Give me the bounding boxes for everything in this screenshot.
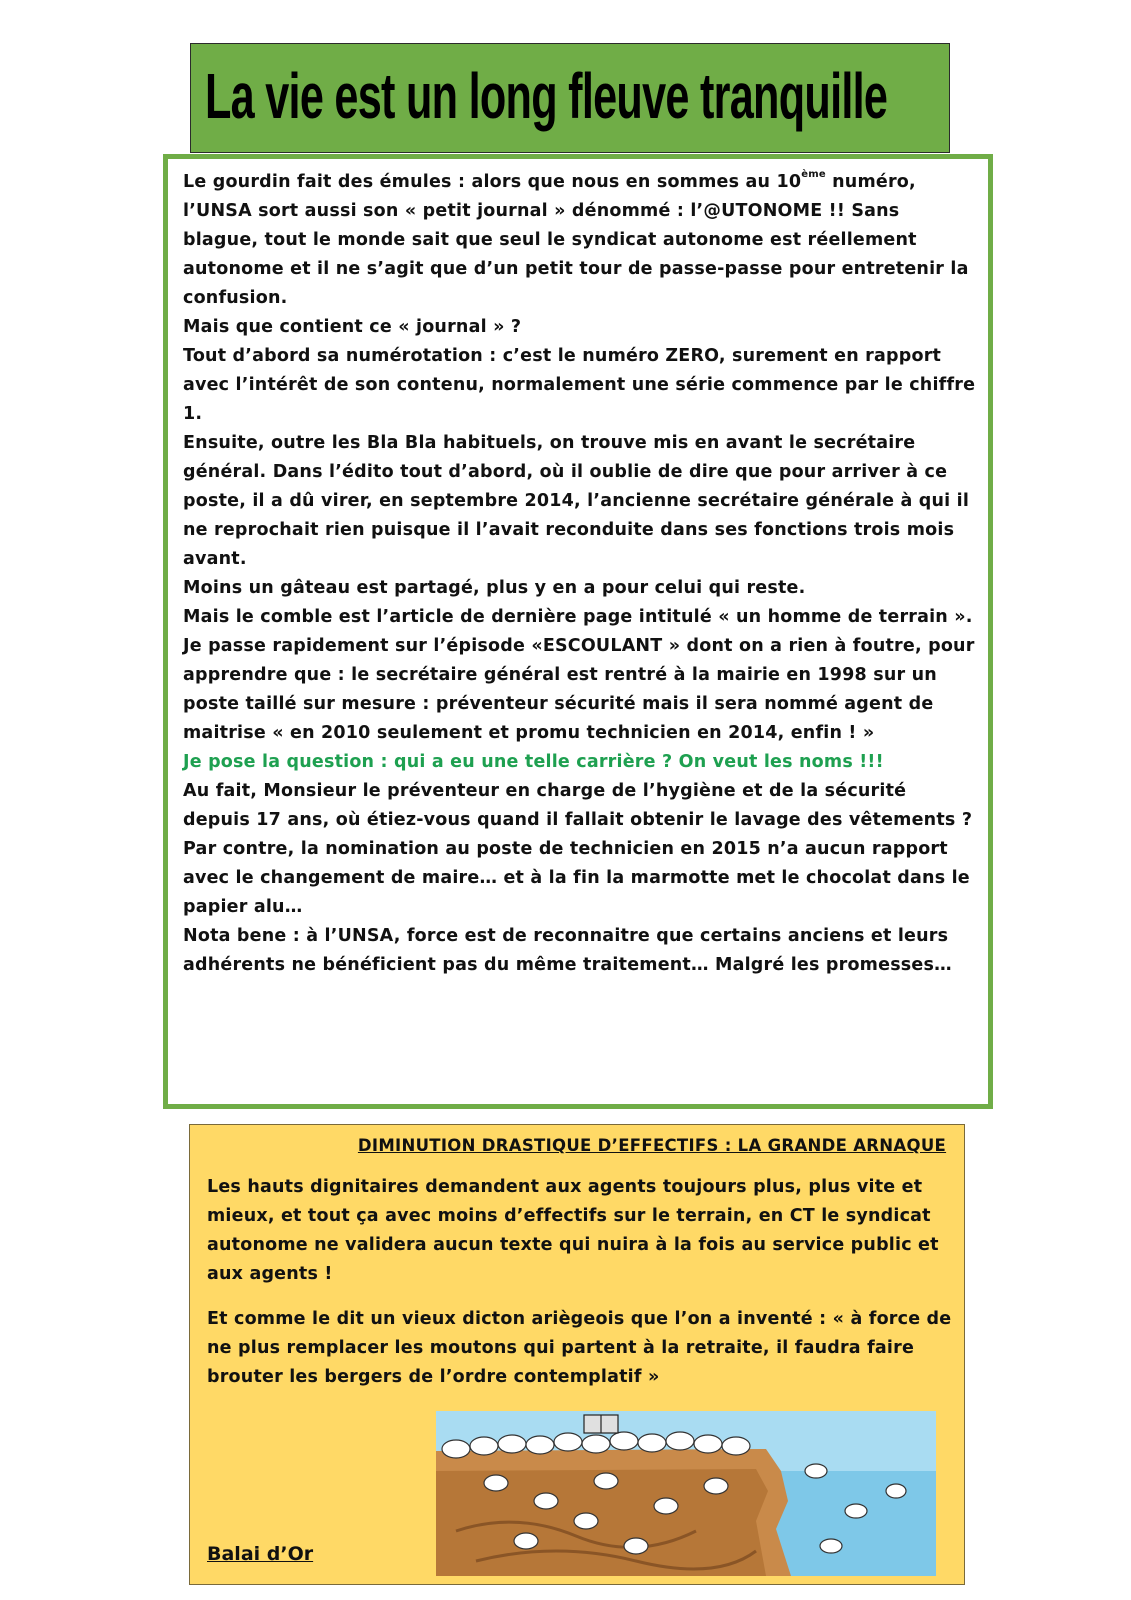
superscript-ordinal: ème: [801, 169, 826, 180]
article-paragraph-7: Je passe rapidement sur l’épisode «ESCOULANT » dont on a rien à foutre, pour apprendre que : le secrétaire général est rentré à la mairie en 1998 sur un poste taillé sur mesure : préventeur sécurité mais il sera nommé agent de maitrise « en 2010 seulement et promu technicien en 2014, enfin ! »: [183, 636, 975, 743]
article-box: [163, 154, 993, 1109]
article-paragraph-9: Au fait, Monsieur le préventeur en charge de l’hygiène et de la sécurité depuis 17 ans, où étiez-vous quand il fallait obtenir le lavage des vêtements ?: [183, 781, 973, 830]
signature: Balai d’Or: [207, 1543, 314, 1565]
article-body: [183, 168, 978, 980]
staff-cuts-box: [189, 1124, 965, 1585]
box-paragraph-1: Les hauts dignitaires demandent aux agents toujours plus, plus vite et mieux, et tout ça avec moins d’effectifs sur le terrain, en CT le syndicat autonome ne validera aucun texte qui nuira à la fois au service public et aux agents !: [207, 1177, 939, 1284]
highlighted-question: Je pose la question : qui a eu une telle carrière ? On veut les noms !!!: [183, 752, 884, 772]
article-paragraph-3: Tout d’abord sa numérotation : c’est le numéro ZERO, surement en rapport avec l’intérêt de son contenu, normalement une série commence par le chiffre 1.: [183, 346, 976, 424]
article-paragraph-11: Nota bene : à l’UNSA, force est de reconnaitre que certains anciens et leurs adhérents ne bénéficient pas du même traitement… Malgré les promesses…: [183, 926, 952, 975]
sheep-cliff-cartoon: [436, 1411, 936, 1576]
article-paragraph-4: Ensuite, outre les Bla Bla habituels, on trouve mis en avant le secrétaire général. Dans l’édito tout d’abord, où il oublie de dire que pour arriver à ce poste, il a dû virer, en septembre 2014, l’ancienne secrétaire générale à qui il ne reprochait rien puisque il l’avait reconduite dans ses fonctions trois mois avant.: [183, 433, 970, 569]
box-paragraph-2: Et comme le dit un vieux dicton ariègeois que l’on a inventé : « à force de ne plus remplacer les moutons qui partent à la retraite, il faudra faire brouter les bergers de l’ordre contemplatif »: [207, 1309, 952, 1387]
title-banner: [190, 43, 950, 153]
box-heading: DIMINUTION DRASTIQUE D’EFFECTIFS : LA GRANDE ARNAQUE: [357, 1136, 947, 1155]
article-paragraph-6: Mais le comble est l’article de dernière page intitulé « un homme de terrain ».: [183, 607, 973, 627]
article-paragraph-10: Par contre, la nomination au poste de technicien en 2015 n’a aucun rapport avec le changement de maire… et à la fin la marmotte met le chocolat dans le papier alu…: [183, 839, 970, 917]
article-paragraph-5: Moins un gâteau est partagé, plus y en a pour celui qui reste.: [183, 578, 806, 598]
page-title: La vie est un long fleuve tranquille: [205, 60, 888, 132]
article-paragraph-1: Le gourdin fait des émules : alors que nous en sommes au 10ème numéro, l’UNSA sort aussi son « petit journal » dénommé : l’@UTONOME !! Sans blague, tout le monde sait que seul le syndicat autonome est réellement autonome et il ne s’agit que d’un petit tour de passe-passe pour entretenir la confusion.: [183, 169, 969, 308]
article-paragraph-2: Mais que contient ce « journal » ?: [183, 317, 522, 337]
